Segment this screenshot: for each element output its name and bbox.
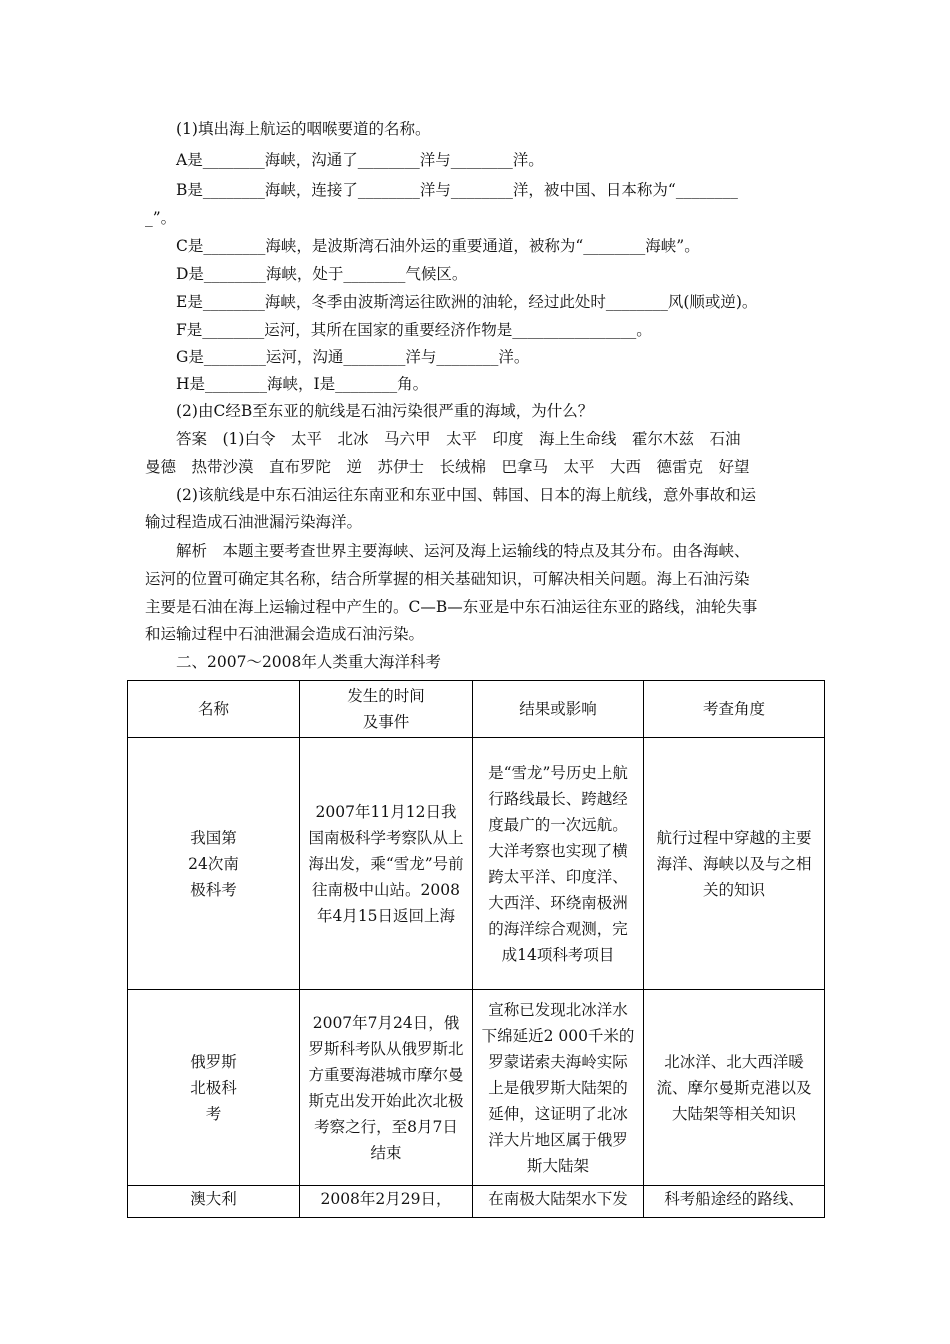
cell-result: 是“雪龙”号历史上航行路线最长、跨越经度最广的一次远航。大洋考察也实现了横跨太平洋、印度洋、大西洋、环绕南极洲的海洋综合观测，完成14项科考项目	[473, 738, 644, 990]
question-line-c: C是________海峡，是波斯湾石油外运的重要通道，被称为“________海峡”。	[176, 237, 700, 255]
cell-angle: 北冰洋、北大西洋暖流、摩尔曼斯克港以及大陆架等相关知识	[644, 990, 825, 1186]
question-line-b-cont: _”。	[145, 209, 177, 227]
cell-time-event: 2007年11月12日我国南极科学考察队从上海出发，乘“雪龙”号前往南极中山站。2008年4月15日返回上海	[300, 738, 473, 990]
question-line-b: B是________海峡，连接了________洋与________洋，被中国、日本称为“________	[176, 181, 738, 199]
question-line-g: G是________运河，沟通________洋与________洋。	[176, 348, 530, 366]
question-line-e: E是________海峡，冬季由波斯湾运往欧洲的油轮，经过此处时________风(顺或逆)。	[176, 293, 758, 311]
header-result: 结果或影响	[473, 681, 644, 738]
answer-line-4: 输过程造成石油泄漏污染海洋。	[145, 513, 363, 531]
question-line-h: H是________海峡，I是________角。	[176, 375, 429, 393]
header-angle: 考查角度	[644, 681, 825, 738]
section-heading: 二、2007～2008年人类重大海洋科考	[176, 653, 441, 671]
question-part1-intro: (1)填出海上航运的咽喉要道的名称。	[176, 120, 431, 138]
question-line-d: D是________海峡，处于________气候区。	[176, 265, 468, 283]
cell-result: 宣称已发现北冰洋水下绵延近2 000千米的罗蒙诺索夫海岭实际上是俄罗斯大陆架的延伸，这证明了北冰洋大片地区属于俄罗斯大陆架	[473, 990, 644, 1186]
cell-name: 我国第24次南极科考	[128, 738, 300, 990]
cell-name: 澳大利	[128, 1186, 300, 1218]
question-part2: (2)由C经B至东亚的航线是石油污染很严重的海域，为什么？	[176, 402, 594, 420]
cell-angle: 科考船途经的路线、	[644, 1186, 825, 1218]
analysis-line-2: 运河的位置可确定其名称，结合所掌握的相关基础知识，可解决相关问题。海上石油污染	[145, 570, 750, 588]
cell-time-event: 2008年2月29日，	[300, 1186, 473, 1218]
analysis-line-1: 解析 本题主要考查世界主要海峡、运河及海上运输线的特点及其分布。由各海峡、	[176, 542, 750, 560]
analysis-line-3: 主要是石油在海上运输过程中产生的。C—B—东亚是中东石油运往东亚的路线，油轮失事	[145, 598, 758, 616]
cell-time-event: 2007年7月24日，俄罗斯科考队从俄罗斯北方重要海港城市摩尔曼斯克出发开始此次北极考察之行，至8月7日结束	[300, 990, 473, 1186]
table-header-row	[128, 681, 825, 738]
cell-angle: 航行过程中穿越的主要海洋、海峡以及与之相关的知识	[644, 738, 825, 990]
table-row	[128, 738, 825, 990]
answer-line-2: 曼德 热带沙漠 直布罗陀 逆 苏伊士 长绒棉 巴拿马 太平 大西 德雷克 好望	[145, 458, 750, 476]
cell-result: 在南极大陆架水下发	[473, 1186, 644, 1218]
analysis-line-4: 和运输过程中石油泄漏会造成石油污染。	[145, 625, 425, 643]
table-row	[128, 990, 825, 1186]
cell-name: 俄罗斯北极科考	[128, 990, 300, 1186]
ocean-expedition-table	[127, 680, 825, 1218]
header-time-event: 发生的时间及事件	[300, 681, 473, 738]
question-line-a: A是________海峡，沟通了________洋与________洋。	[176, 151, 544, 169]
header-name: 名称	[128, 681, 300, 738]
answer-line-1: 答案 (1)白令 太平 北冰 马六甲 太平 印度 海上生命线 霍尔木兹 石油	[176, 430, 741, 448]
answer-line-3: (2)该航线是中东石油运往东南亚和东亚中国、韩国、日本的海上航线，意外事故和运	[176, 486, 756, 504]
table-row	[128, 1186, 825, 1218]
question-line-f: F是________运河，其所在国家的重要经济作物是________________。	[176, 321, 652, 339]
